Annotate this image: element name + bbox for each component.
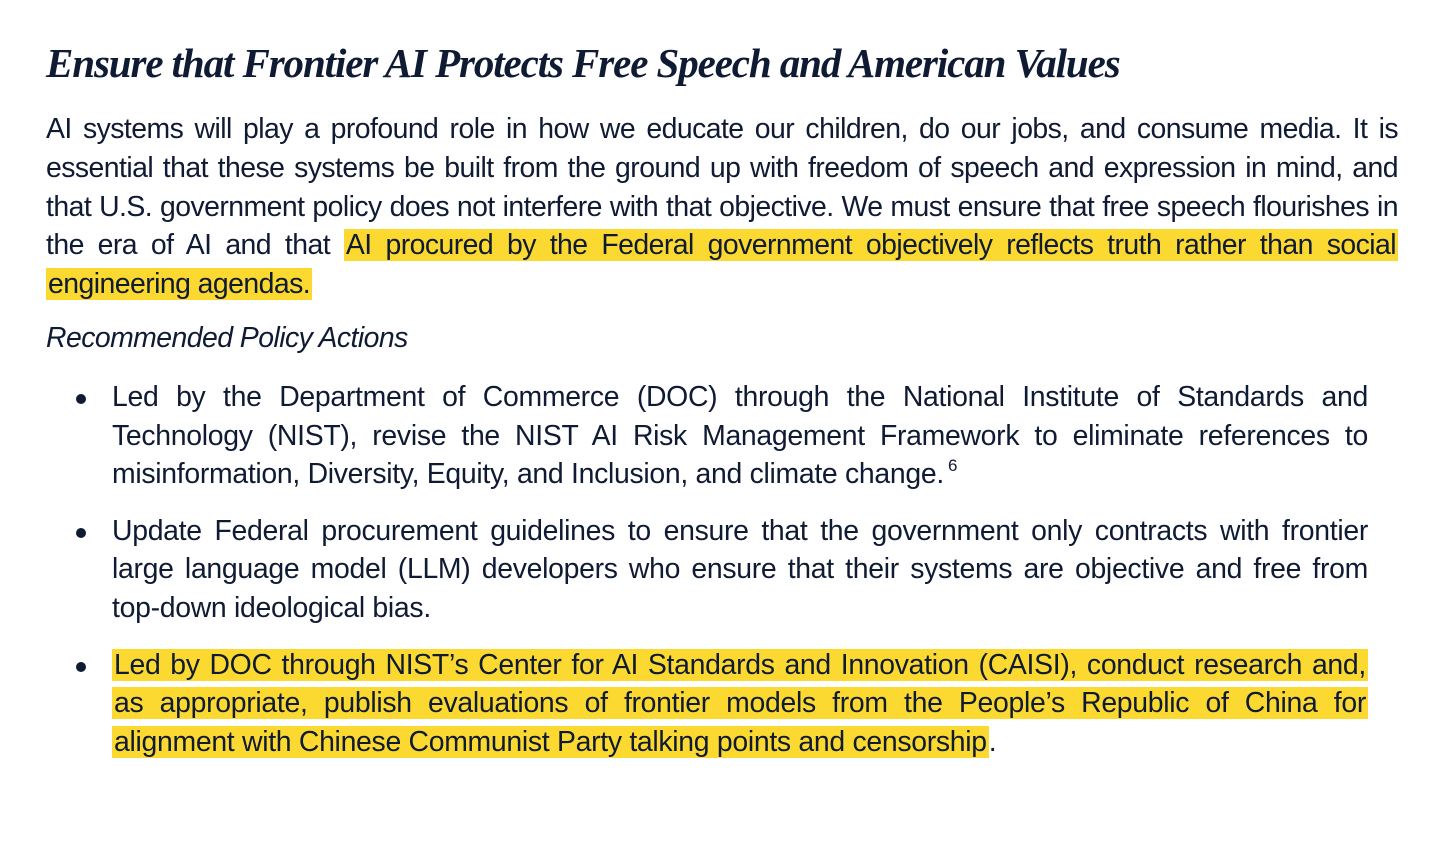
intro-highlighted-text: AI procured by the Federal government objectively reflects truth rather than social engineering agendas. (48, 229, 1396, 301)
bullet-icon (76, 662, 86, 672)
section-heading: Ensure that Frontier AI Protects Free Speech and American Values (46, 40, 1120, 86)
policy-actions-list (46, 378, 1368, 761)
bullet-icon (76, 394, 86, 404)
recommended-actions-subheading: Recommended Policy Actions (46, 322, 408, 354)
intro-paragraph (46, 110, 1398, 304)
footnote-marker: 6 (947, 456, 958, 476)
policy-action-item (46, 512, 1368, 628)
bullet-icon (76, 528, 86, 538)
intro-text: AI systems will play a profound role in how we educate our children, do our jobs, and consume media. It is essential that these systems be built from the ground up with freedom of speech and expression in mind, and that U.S. government policy does not interfere with that objective. We must ensure that free speech flourishes in the era of AI and that (46, 113, 1398, 262)
policy-action-item (46, 646, 1368, 762)
policy-action-text: Led by the Department of Commerce (DOC) through the National Institute of Standards and Technology (NIST), revise the NIST AI Risk Management Framework to eliminate references to misinformation, Diversity, Equity, and Inclusion, and climate change. (112, 381, 1368, 491)
policy-action-highlighted-text: Led by DOC through NIST’s Center for AI Standards and Innovation (CAISI), conduct research and, as appropriate, publish evaluations of frontier models from the People’s Republic of China for alignment with Chinese Communist Party talking points and censorship (114, 648, 1366, 758)
policy-action-text: Update Federal procurement guidelines to ensure that the government only contracts with frontier large language model (LLM) developers who ensure that their systems are objective and free from top-down ideological bias. (112, 514, 1368, 624)
policy-action-item (46, 378, 1368, 494)
policy-action-trailing-text: . (988, 725, 997, 758)
